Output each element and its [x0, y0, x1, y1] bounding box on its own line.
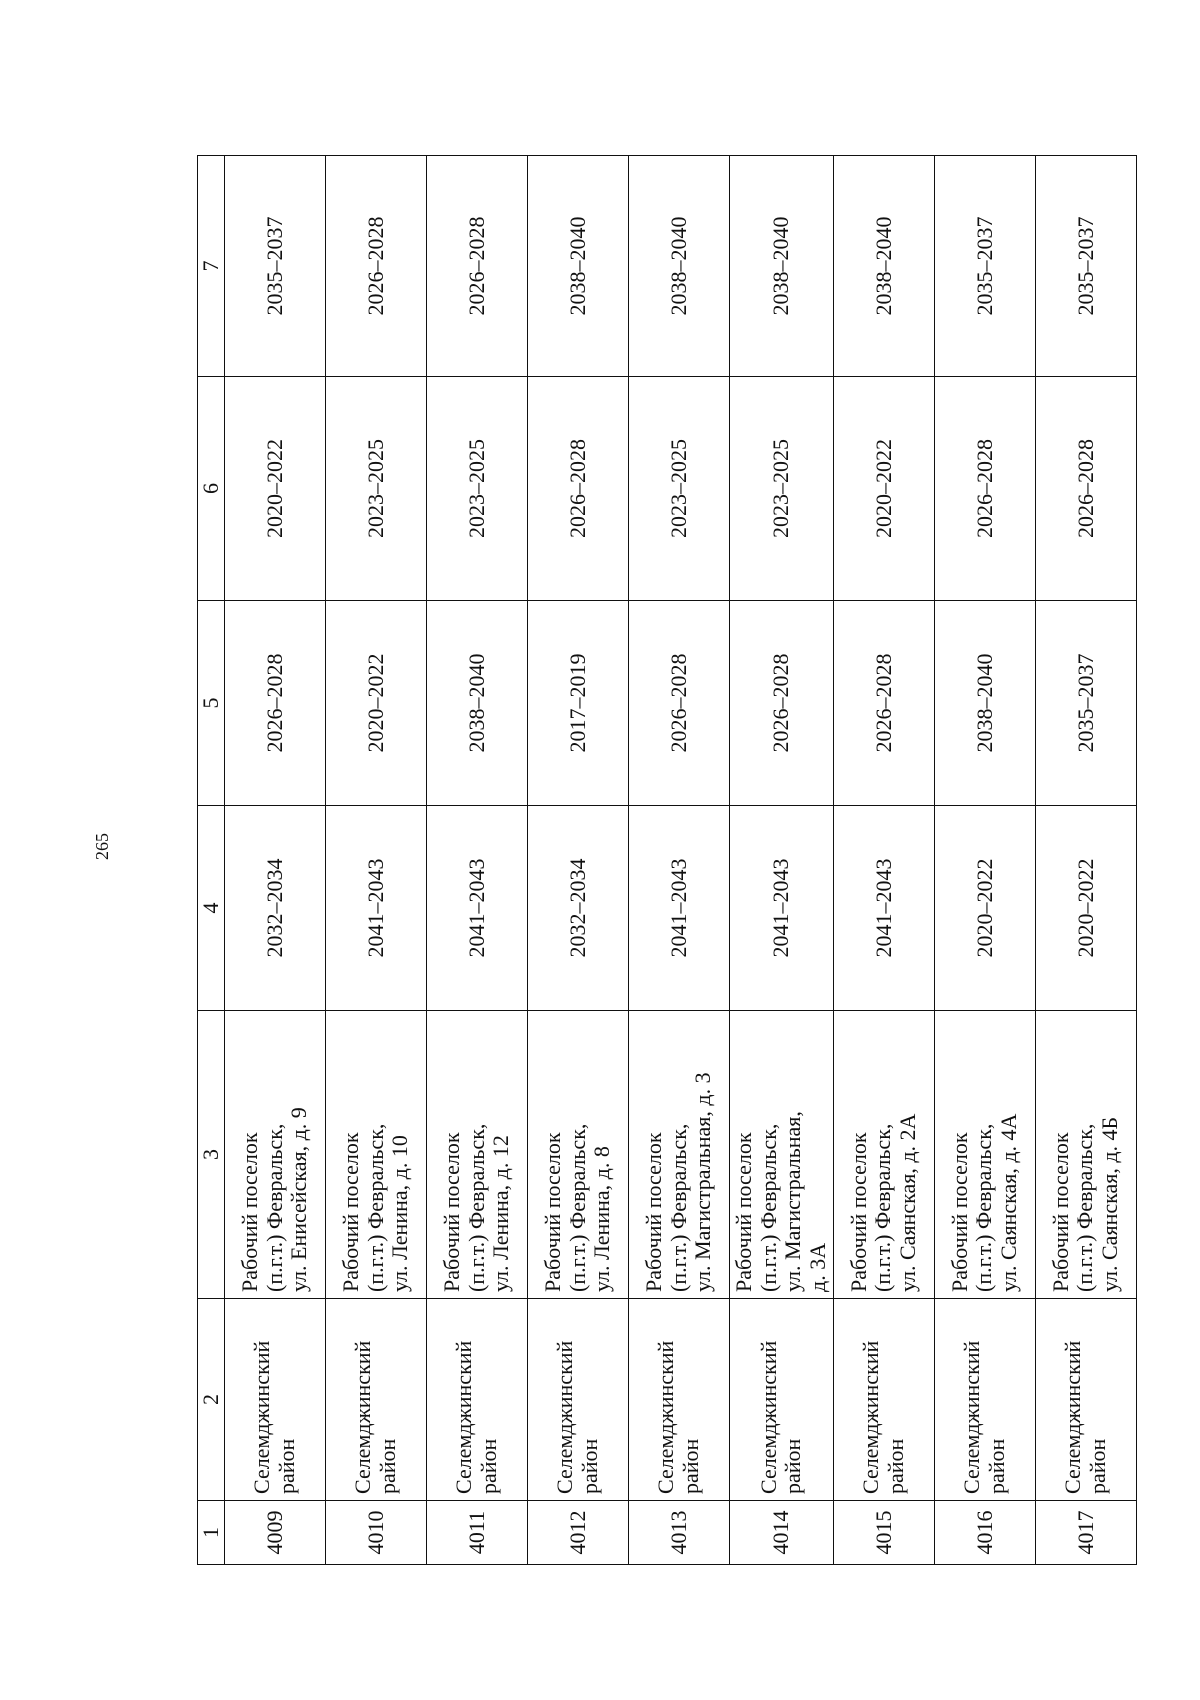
- header-cell: 3: [198, 1011, 225, 1299]
- period-col-7: 2038–2040: [833, 156, 934, 377]
- address-line: Рабочий поселок: [731, 1132, 756, 1292]
- table-row: [934, 156, 1035, 1565]
- period-col-5: 2026–2028: [225, 601, 326, 806]
- table-row: [326, 156, 427, 1565]
- table-row: [1035, 156, 1136, 1565]
- address-line: Рабочий поселок: [338, 1132, 364, 1292]
- address-line: (п.г.т.) Февральск,: [665, 1123, 691, 1292]
- district-line: район: [678, 1438, 703, 1494]
- table-row: [427, 156, 528, 1565]
- district-line: Селемджинский: [1059, 1340, 1085, 1494]
- district-cell: [833, 1299, 934, 1501]
- district-line: Селемджинский: [350, 1340, 376, 1494]
- address-line: д. 3А: [804, 1242, 830, 1292]
- period-col-6: 2026–2028: [528, 377, 629, 601]
- period-col-6: 2023–2025: [326, 377, 427, 601]
- period-col-6: 2023–2025: [730, 377, 834, 601]
- row-id: 4012: [528, 1501, 629, 1565]
- district-line: район: [274, 1438, 299, 1494]
- row-id: 4009: [225, 1501, 326, 1565]
- district-cell: [326, 1299, 427, 1501]
- district-line: район: [476, 1438, 501, 1494]
- address-line: ул. Ленина, д. 8: [589, 1146, 615, 1292]
- table-row: [730, 156, 834, 1565]
- district-line: Селемджинский: [552, 1340, 578, 1494]
- period-col-4: 2041–2043: [427, 806, 528, 1011]
- district-line: район: [1084, 1438, 1110, 1494]
- period-col-7: 2038–2040: [730, 156, 834, 377]
- address-line: (п.г.т.) Февральск,: [261, 1123, 287, 1292]
- address-cell: [1035, 1011, 1136, 1299]
- period-col-6: 2026–2028: [934, 377, 1035, 601]
- row-id: 4014: [730, 1501, 834, 1565]
- period-col-5: 2035–2037: [1035, 601, 1136, 806]
- district-line: район: [882, 1438, 908, 1494]
- period-col-6: 2026–2028: [1035, 377, 1136, 601]
- row-id: 4013: [629, 1501, 730, 1565]
- address-cell: [833, 1011, 934, 1299]
- address-line: Рабочий поселок: [540, 1132, 566, 1292]
- period-col-5: 2026–2028: [629, 601, 730, 806]
- period-col-7: 2035–2037: [1035, 156, 1136, 377]
- row-id: 4010: [326, 1501, 427, 1565]
- address-line: Рабочий поселок: [845, 1132, 871, 1292]
- period-col-4: 2041–2043: [629, 806, 730, 1011]
- district-line: Селемджинский: [249, 1340, 275, 1494]
- table-row: [528, 156, 629, 1565]
- district-line: район: [780, 1438, 806, 1494]
- period-col-5: 2026–2028: [833, 601, 934, 806]
- address-line: ул. Ленина, д. 10: [387, 1135, 413, 1292]
- row-id: 4015: [833, 1501, 934, 1565]
- header-cell: 2: [198, 1299, 225, 1501]
- header-row: [198, 156, 225, 1565]
- period-col-6: 2020–2022: [833, 377, 934, 601]
- period-col-4: 2020–2022: [934, 806, 1035, 1011]
- period-col-6: 2023–2025: [427, 377, 528, 601]
- period-col-5: 2038–2040: [427, 601, 528, 806]
- address-line: ул. Саянская, д. 4А: [995, 1113, 1021, 1292]
- district-cell: [528, 1299, 629, 1501]
- address-line: ул. Саянская, д. 2А: [894, 1113, 920, 1292]
- table-row: [629, 156, 730, 1565]
- period-col-6: 2020–2022: [225, 377, 326, 601]
- district-cell: [629, 1299, 730, 1501]
- address-line: ул. Саянская, д. 4Б: [1096, 1116, 1122, 1292]
- address-line: ул. Магистральная, д. 3: [690, 1072, 716, 1292]
- address-cell: [629, 1011, 730, 1299]
- address-line: (п.г.т.) Февральск,: [564, 1123, 590, 1292]
- header-cell: 6: [198, 377, 225, 601]
- address-cell: [326, 1011, 427, 1299]
- period-col-7: 2026–2028: [326, 156, 427, 377]
- address-cell: [730, 1011, 834, 1299]
- header-cell: 1: [198, 1501, 225, 1565]
- address-line: (п.г.т.) Февральск,: [1072, 1123, 1098, 1292]
- period-col-7: 2038–2040: [629, 156, 730, 377]
- district-line: район: [577, 1438, 602, 1494]
- address-line: Рабочий поселок: [946, 1132, 972, 1292]
- district-cell: [1035, 1299, 1136, 1501]
- district-cell: [934, 1299, 1035, 1501]
- address-line: ул. Магистральная,: [780, 1111, 806, 1292]
- header-cell: 7: [198, 156, 225, 377]
- district-line: Селемджинский: [857, 1340, 883, 1494]
- period-col-4: 2041–2043: [326, 806, 427, 1011]
- address-line: (п.г.т.) Февральск,: [463, 1123, 489, 1292]
- rotated-table-container: [197, 156, 1122, 1565]
- schedule-table: [197, 155, 1137, 1565]
- table-row: [225, 156, 326, 1565]
- district-line: Селемджинский: [451, 1340, 477, 1494]
- period-col-7: 2038–2040: [528, 156, 629, 377]
- district-line: Селемджинский: [958, 1340, 984, 1494]
- table-row: [833, 156, 934, 1565]
- period-col-7: 2035–2037: [225, 156, 326, 377]
- address-line: (п.г.т.) Февральск,: [362, 1123, 388, 1292]
- row-id: 4011: [427, 1501, 528, 1565]
- period-col-4: 2032–2034: [225, 806, 326, 1011]
- period-col-4: 2041–2043: [833, 806, 934, 1011]
- period-col-4: 2032–2034: [528, 806, 629, 1011]
- address-line: Рабочий поселок: [641, 1132, 667, 1292]
- address-line: ул. Ленина, д. 12: [488, 1135, 514, 1292]
- district-cell: [427, 1299, 528, 1501]
- page-number: 265: [92, 833, 112, 860]
- district-cell: [225, 1299, 326, 1501]
- period-col-7: 2026–2028: [427, 156, 528, 377]
- address-cell: [528, 1011, 629, 1299]
- address-line: (п.г.т.) Февральск,: [870, 1123, 896, 1292]
- district-cell: [730, 1299, 834, 1501]
- address-line: Рабочий поселок: [439, 1132, 465, 1292]
- period-col-6: 2023–2025: [629, 377, 730, 601]
- header-cell: 4: [198, 806, 225, 1011]
- address-cell: [427, 1011, 528, 1299]
- address-cell: [934, 1011, 1035, 1299]
- row-id: 4017: [1035, 1501, 1136, 1565]
- address-line: Рабочий поселок: [237, 1132, 263, 1292]
- period-col-5: 2038–2040: [934, 601, 1035, 806]
- period-col-4: 2041–2043: [730, 806, 834, 1011]
- district-line: Селемджинский: [653, 1340, 679, 1494]
- period-col-7: 2035–2037: [934, 156, 1035, 377]
- address-line: Рабочий поселок: [1047, 1132, 1073, 1292]
- address-line: (п.г.т.) Февральск,: [971, 1123, 997, 1292]
- district-line: район: [983, 1438, 1009, 1494]
- header-cell: 5: [198, 601, 225, 806]
- period-col-5: 2026–2028: [730, 601, 834, 806]
- row-id: 4016: [934, 1501, 1035, 1565]
- district-line: район: [375, 1438, 400, 1494]
- period-col-4: 2020–2022: [1035, 806, 1136, 1011]
- address-line: (п.г.т.) Февральск,: [755, 1123, 781, 1292]
- period-col-5: 2017–2019: [528, 601, 629, 806]
- period-col-5: 2020–2022: [326, 601, 427, 806]
- address-cell: [225, 1011, 326, 1299]
- address-line: ул. Енисейская, д. 9: [286, 1107, 312, 1292]
- district-line: Селемджинский: [755, 1340, 781, 1494]
